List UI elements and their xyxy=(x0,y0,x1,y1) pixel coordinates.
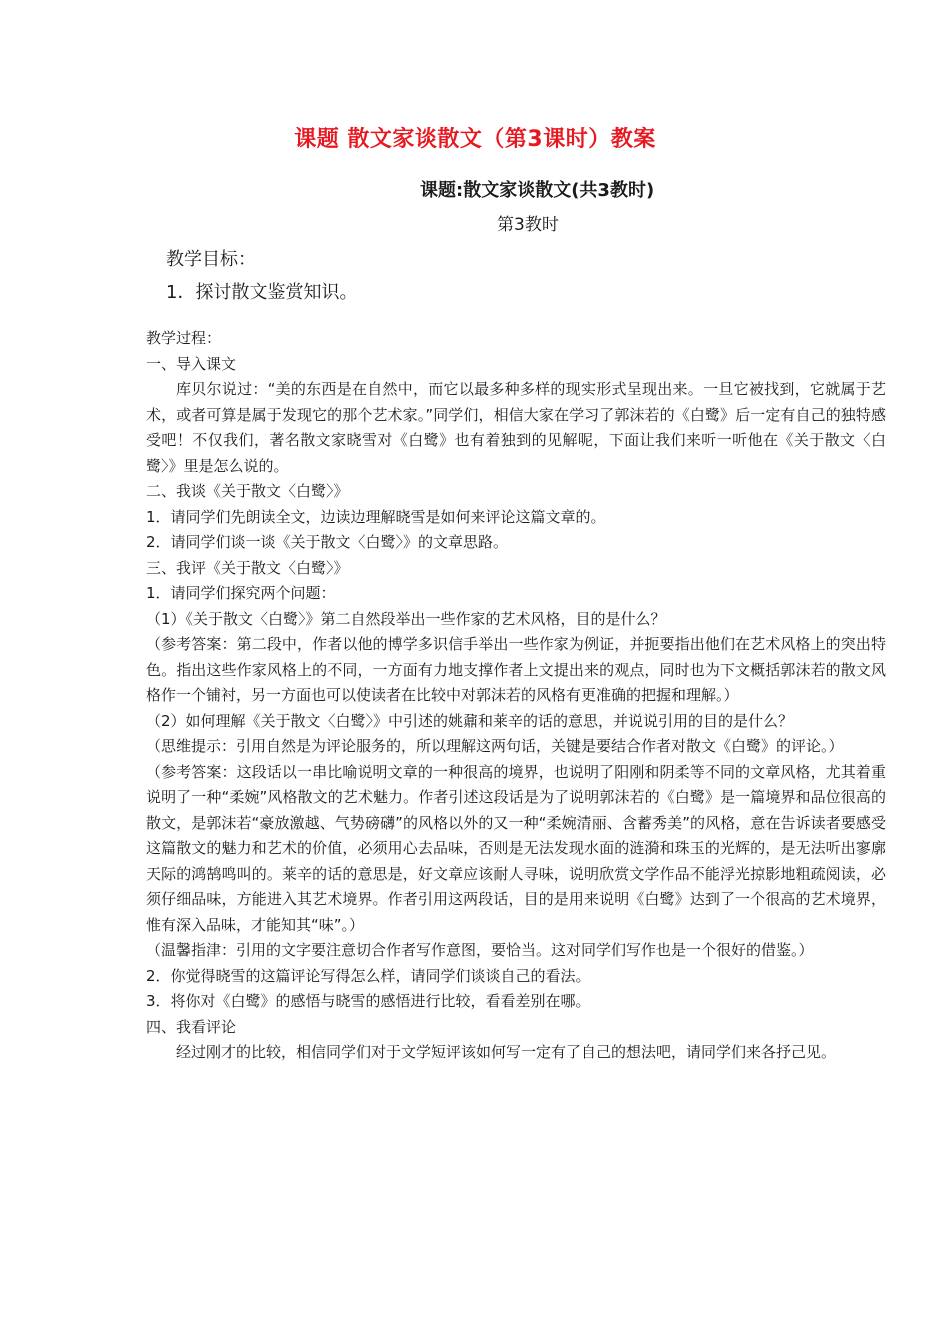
paragraph: （温馨指津：引用的文字要注意切合作者写作意图，要恰当。这对同学们写作也是一个很好的借鉴。） xyxy=(146,941,814,959)
lesson-body xyxy=(146,326,886,1066)
goal-item: 1．探讨散文鉴赏知识。 xyxy=(166,282,358,303)
paragraph: 2．你觉得晓雪的这篇评论写得怎么样，请同学们谈谈自己的看法。 xyxy=(146,966,591,985)
section-heading: 一、导入课文 xyxy=(146,354,237,373)
main-title: 课题 散文家谈散文（第3课时）教案 xyxy=(294,127,656,152)
paragraph: （思维提示：引用自然是为评论服务的，所以理解这两句话，关键是要结合作者对散文《白鹭》的评论。） xyxy=(146,737,844,755)
paragraph: （参考答案：这段话以一串比喻说明文章的一种很高的境界，也说明了阳刚和阴柔等不同的文章风格，尤其着重说明了一种“柔婉”风格散文的艺术魅力。作者引述这段话是为了说明郭沫若的《白鹭》是一篇境界和品位很高的散文，是郭沫若“豪放激越、气势磅礴”的风格以外的又一种“柔婉清丽、含蓄秀美”的风格，意在告诉读者要感受这篇散文的魅力和艺术的价值，必须用心去品味，否则是无法发现水面的涟漪和珠玉的光辉的，是无法听出寥廓天际的鸿鹄鸣叫的。莱辛的话的意思是，好文章应该耐人寻味，说明欣赏文学作品不能浮光掠影地粗疏阅读，必须仔细品味，方能进入其艺术境界。作者引用这两段话，目的是用来说明《白鹭》达到了一个很高的艺术境界，惟有深入品味，才能知其“味”。） xyxy=(146,762,886,934)
paragraph: 库贝尔说过：“美的东西是在自然中，而它以最多种多样的现实形式呈现出来。一旦它被找到，它就属于艺术，或者可算是属于发现它的那个艺术家。”同学们，相信大家在学习了郭沫若的《白鹭》后一定有自己的独特感受吧！不仅我们，著名散文家晓雪对《白鹭》也有着独到的见解呢，下面让我们来听一听他在《关于散文〈白鹭〉》里是怎么说的。 xyxy=(146,380,886,475)
paragraph: 1．请同学们探究两个问题： xyxy=(146,584,336,602)
section-heading: 教学过程： xyxy=(146,329,222,347)
period-label: 第3教时 xyxy=(497,215,559,235)
paragraph: （2）如何理解《关于散文〈白鹭〉》中引述的姚鼐和莱辛的话的意思，并说说引用的目的是什么？ xyxy=(146,711,794,730)
paragraph: 3．将你对《白鹭》的感悟与晓雪的感悟进行比较，看看差别在哪。 xyxy=(146,992,591,1010)
paragraph: 1．请同学们先朗读全文，边读边理解晓雪是如何来评论这篇文章的。 xyxy=(146,507,606,526)
paragraph: （1）《关于散文〈白鹭〉》第二自然段举出一些作家的艺术风格，目的是什么？ xyxy=(146,609,666,628)
paragraph: 2．请同学们谈一谈《关于散文〈白鹭〉》的文章思路。 xyxy=(146,533,509,551)
section-heading: 四、我看评论 xyxy=(146,1017,237,1036)
section-heading: 三、我评《关于散文〈白鹭〉》 xyxy=(146,558,349,577)
sub-title: 课题:散文家谈散文(共3教时) xyxy=(420,180,655,201)
paragraph: 经过刚才的比较，相信同学们对于文学短评该如何写一定有了自己的想法吧，请同学们来各抒己见。 xyxy=(176,1043,837,1061)
section-heading: 二、我谈《关于散文〈白鹭〉》 xyxy=(146,482,349,500)
goals-heading: 教学目标： xyxy=(166,249,256,270)
paragraph: （参考答案：第二段中，作者以他的博学多识信手举出一些作家为例证，并扼要指出他们在艺术风格上的突出特色。指出这些作家风格上的不同，一方面有力地支撑作者上文提出来的观点，同时也为下文概括郭沫若的散文风格作一个铺衬，另一方面也可以使读者在比较中对郭沫若的风格有更准确的把握和理解。） xyxy=(146,635,886,704)
